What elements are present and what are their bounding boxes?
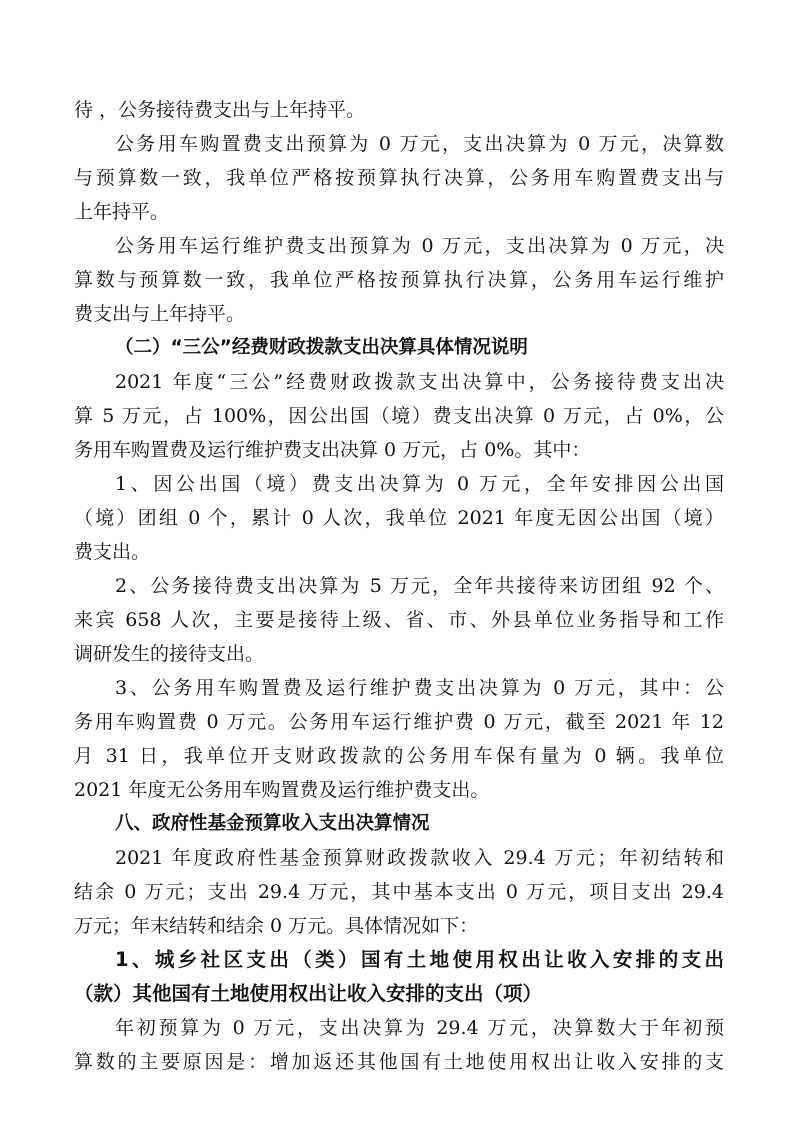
section-heading: （二）“三公”经费财政拨款支出决算具体情况说明 xyxy=(115,337,528,358)
body-text-line: 万元；年末结转和结余 0 万元。具体情况如下： xyxy=(74,915,479,937)
paragraph-first-line: 年初预算为 0 万元，支出决算为 29.4 万元，决算数大于年初预 xyxy=(115,1017,724,1039)
paragraph-first-line: 1、因公出国（境）费支出决算为 0 万元，全年安排因公出国 xyxy=(115,473,724,495)
body-text-line: 待 ，公务接待费支出与上年持平。 xyxy=(74,99,366,121)
body-text-line: 结余 0 万元；支出 29.4 万元，其中基本支出 0 万元，项目支出 29.4 xyxy=(74,881,724,903)
body-text-line: 算数与预算数一致，我单位严格按预算执行决算，公务用车运行维护 xyxy=(74,269,724,291)
body-text-line: 算 5 万元，占 100%，因公出国（境）费支出决算 0 万元，占 0%，公 xyxy=(74,405,724,427)
subsection-heading: （款）其他国有土地使用权出让收入安排的支出（项） xyxy=(74,982,543,1005)
paragraph-first-line: 2021 年度“三公”经费财政拨款支出决算中，公务接待费支出决 xyxy=(115,371,724,393)
body-text-line: 调研发生的接待支出。 xyxy=(74,643,265,665)
body-text-line: （境）团组 0 个，累计 0 人次，我单位 2021 年度无因公出国（境） xyxy=(74,507,724,529)
paragraph-first-line: 公务用车运行维护费支出预算为 0 万元，支出决算为 0 万元，决 xyxy=(115,235,724,257)
body-text-line: 来宾 658 人次，主要是接待上级、省、市、外县单位业务指导和工作 xyxy=(74,609,724,631)
body-text-line: 务用车购置费 0 万元。公务用车运行维护费 0 万元，截至 2021 年 12 xyxy=(74,711,724,733)
body-text-line: 2021 年度无公务用车购置费及运行维护费支出。 xyxy=(74,779,490,801)
paragraph-first-line: 2021 年度政府性基金预算财政拨款收入 29.4 万元；年初结转和 xyxy=(115,847,724,869)
body-text-line: 上年持平。 xyxy=(74,201,170,223)
paragraph-first-line: 3、公务用车购置费及运行维护费支出决算为 0 万元，其中：公 xyxy=(115,677,724,699)
body-text-line: 费支出与上年持平。 xyxy=(74,303,246,325)
paragraph-first-line: 公务用车购置费支出预算为 0 万元，支出决算为 0 万元，决算数 xyxy=(115,133,724,155)
paragraph-first-line: 2、公务接待费支出决算为 5 万元，全年共接待来访团组 92 个、 xyxy=(115,575,724,597)
body-text-line: 费支出。 xyxy=(74,541,151,563)
subsection-heading: 1、城乡社区支出（类）国有土地使用权出让收入安排的支出 xyxy=(115,948,724,971)
body-text-line: 与预算数一致，我单位严格按预算执行决算，公务用车购置费支出与 xyxy=(74,167,724,189)
section-heading: 八、政府性基金预算收入支出决算情况 xyxy=(115,813,430,834)
body-text-line: 务用车购置费及运行维护费支出决算 0 万元，占 0%。其中： xyxy=(74,439,591,461)
body-text-line: 算数的主要原因是：增加返还其他国有土地使用权出让收入安排的支 xyxy=(74,1051,724,1073)
body-text-line: 月 31 日，我单位开支财政拨款的公务用车保有量为 0 辆。我单位 xyxy=(74,745,724,767)
